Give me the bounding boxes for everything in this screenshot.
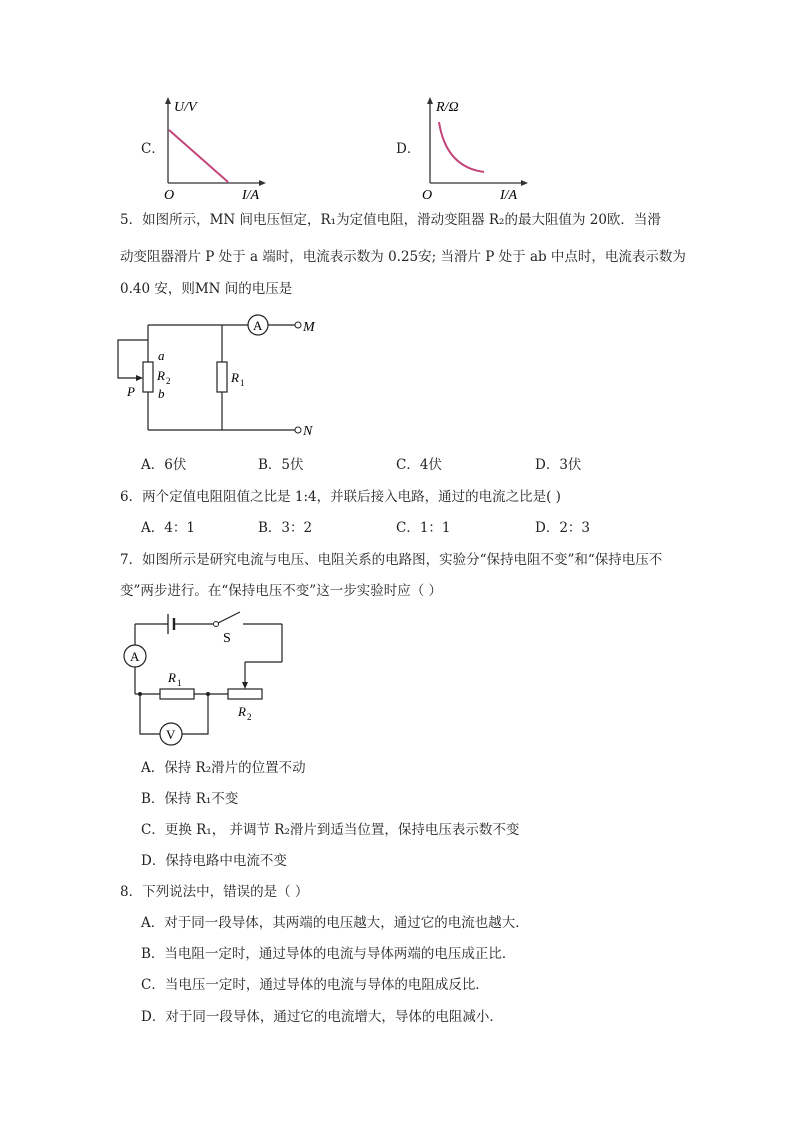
graph-c-x-label: I/A [242, 188, 260, 203]
q7-circuit-diagram [118, 612, 298, 752]
rheostat-r2 [228, 689, 262, 699]
q6-option-b: B．3：2 [258, 520, 313, 536]
q8-stem: 8．下列说法中，错误的是（ ） [120, 884, 309, 900]
graph-d-x-label: I/A [500, 188, 518, 203]
q8-option-d: D．对于同一段导体，通过它的电流增大，导体的电阻减小． [141, 1009, 503, 1025]
svg-text:R: R [231, 370, 239, 385]
q6-option-c: C．1：1 [396, 520, 451, 536]
graph-d [412, 95, 542, 203]
svg-text:2: 2 [166, 376, 171, 386]
q5-option-a: A．6伏 [141, 457, 187, 473]
svg-text:A: A [130, 649, 140, 664]
q6-stem: 6．两个定值电阻阻值之比是 1:4，并联后接入电路，通过的电流之比是( ) [120, 489, 561, 505]
svg-text:R: R [168, 670, 176, 685]
q7-option-b: B．保持 R₁不变 [141, 791, 239, 807]
svg-text:V: V [166, 727, 176, 742]
svg-text:R: R [238, 704, 246, 719]
q8-option-b: B．当电阻一定时，通过导体的电流与导体两端的电压成正比． [141, 946, 516, 962]
q5-line-2: 动变阻器滑片 P 处于 a 端时，电流表示数为 0.25安; 当滑片 P 处于 ab 中点时，电流表示数为 [120, 249, 686, 265]
switch-s [218, 612, 240, 623]
q5-line-1: 5．如图所示，MN 间电压恒定，R₁为定值电阻，滑动变阻器 R₂的最大阻值为 20欧．当滑 [120, 212, 661, 228]
svg-text:R: R [157, 368, 165, 383]
svg-text:1: 1 [177, 678, 182, 688]
q8-option-c: C．当电压一定时，通过导体的电流与导体的电阻成反比． [141, 977, 489, 993]
svg-text:1: 1 [240, 378, 245, 388]
q5-option-b: B．5伏 [258, 457, 304, 473]
q7-option-c: C．更换 R₁， 并调节 R₂滑片到适当位置，保持电压表示数不变 [141, 822, 520, 838]
graph-d-y-label: R/Ω [436, 100, 459, 115]
q5-option-c: C．4伏 [396, 457, 442, 473]
terminal-m: M [303, 320, 315, 335]
svg-text:b: b [158, 386, 165, 401]
q5-line-3: 0.40 安，则MN 间的电压是 [120, 281, 293, 297]
q7-option-a: A．保持 R₂滑片的位置不动 [141, 760, 306, 776]
graph-d-curve [439, 122, 484, 172]
resistor-r1 [160, 689, 194, 699]
graph-c-line [169, 130, 228, 182]
q7-option-d: D．保持电路中电流不变 [141, 853, 287, 869]
q5-option-d: D．3伏 [535, 457, 582, 473]
q8-option-a: A．对于同一段导体，其两端的电压越大，通过它的电流也越大． [141, 915, 529, 931]
q7-line-2: 变”两步进行。在“保持电压不变”这一步实验时应（ ） [120, 583, 442, 599]
resistor-r1 [217, 362, 227, 392]
terminal-n: N [303, 424, 313, 439]
q7-line-1: 7．如图所示是研究电流与电压、电阻关系的电路图，实验分“保持电阻不变”和“保持电压不 [120, 552, 663, 568]
graph-c-y-label: U/V [174, 100, 197, 115]
svg-text:A: A [253, 318, 263, 333]
q5-circuit-diagram [110, 310, 330, 440]
svg-text:S: S [223, 631, 231, 646]
graph-c [150, 95, 280, 203]
graph-d-origin: O [422, 188, 433, 203]
q6-option-d: D．2：3 [535, 520, 591, 536]
option-d-label: D． [396, 141, 421, 157]
q6-option-a: A．4：1 [141, 520, 195, 536]
rheostat-r2 [143, 362, 153, 392]
svg-text:2: 2 [247, 712, 252, 722]
svg-text:a: a [158, 348, 165, 363]
option-c-label: C． [141, 141, 165, 157]
graph-c-origin: O [164, 188, 175, 203]
svg-text:P: P [127, 384, 135, 399]
